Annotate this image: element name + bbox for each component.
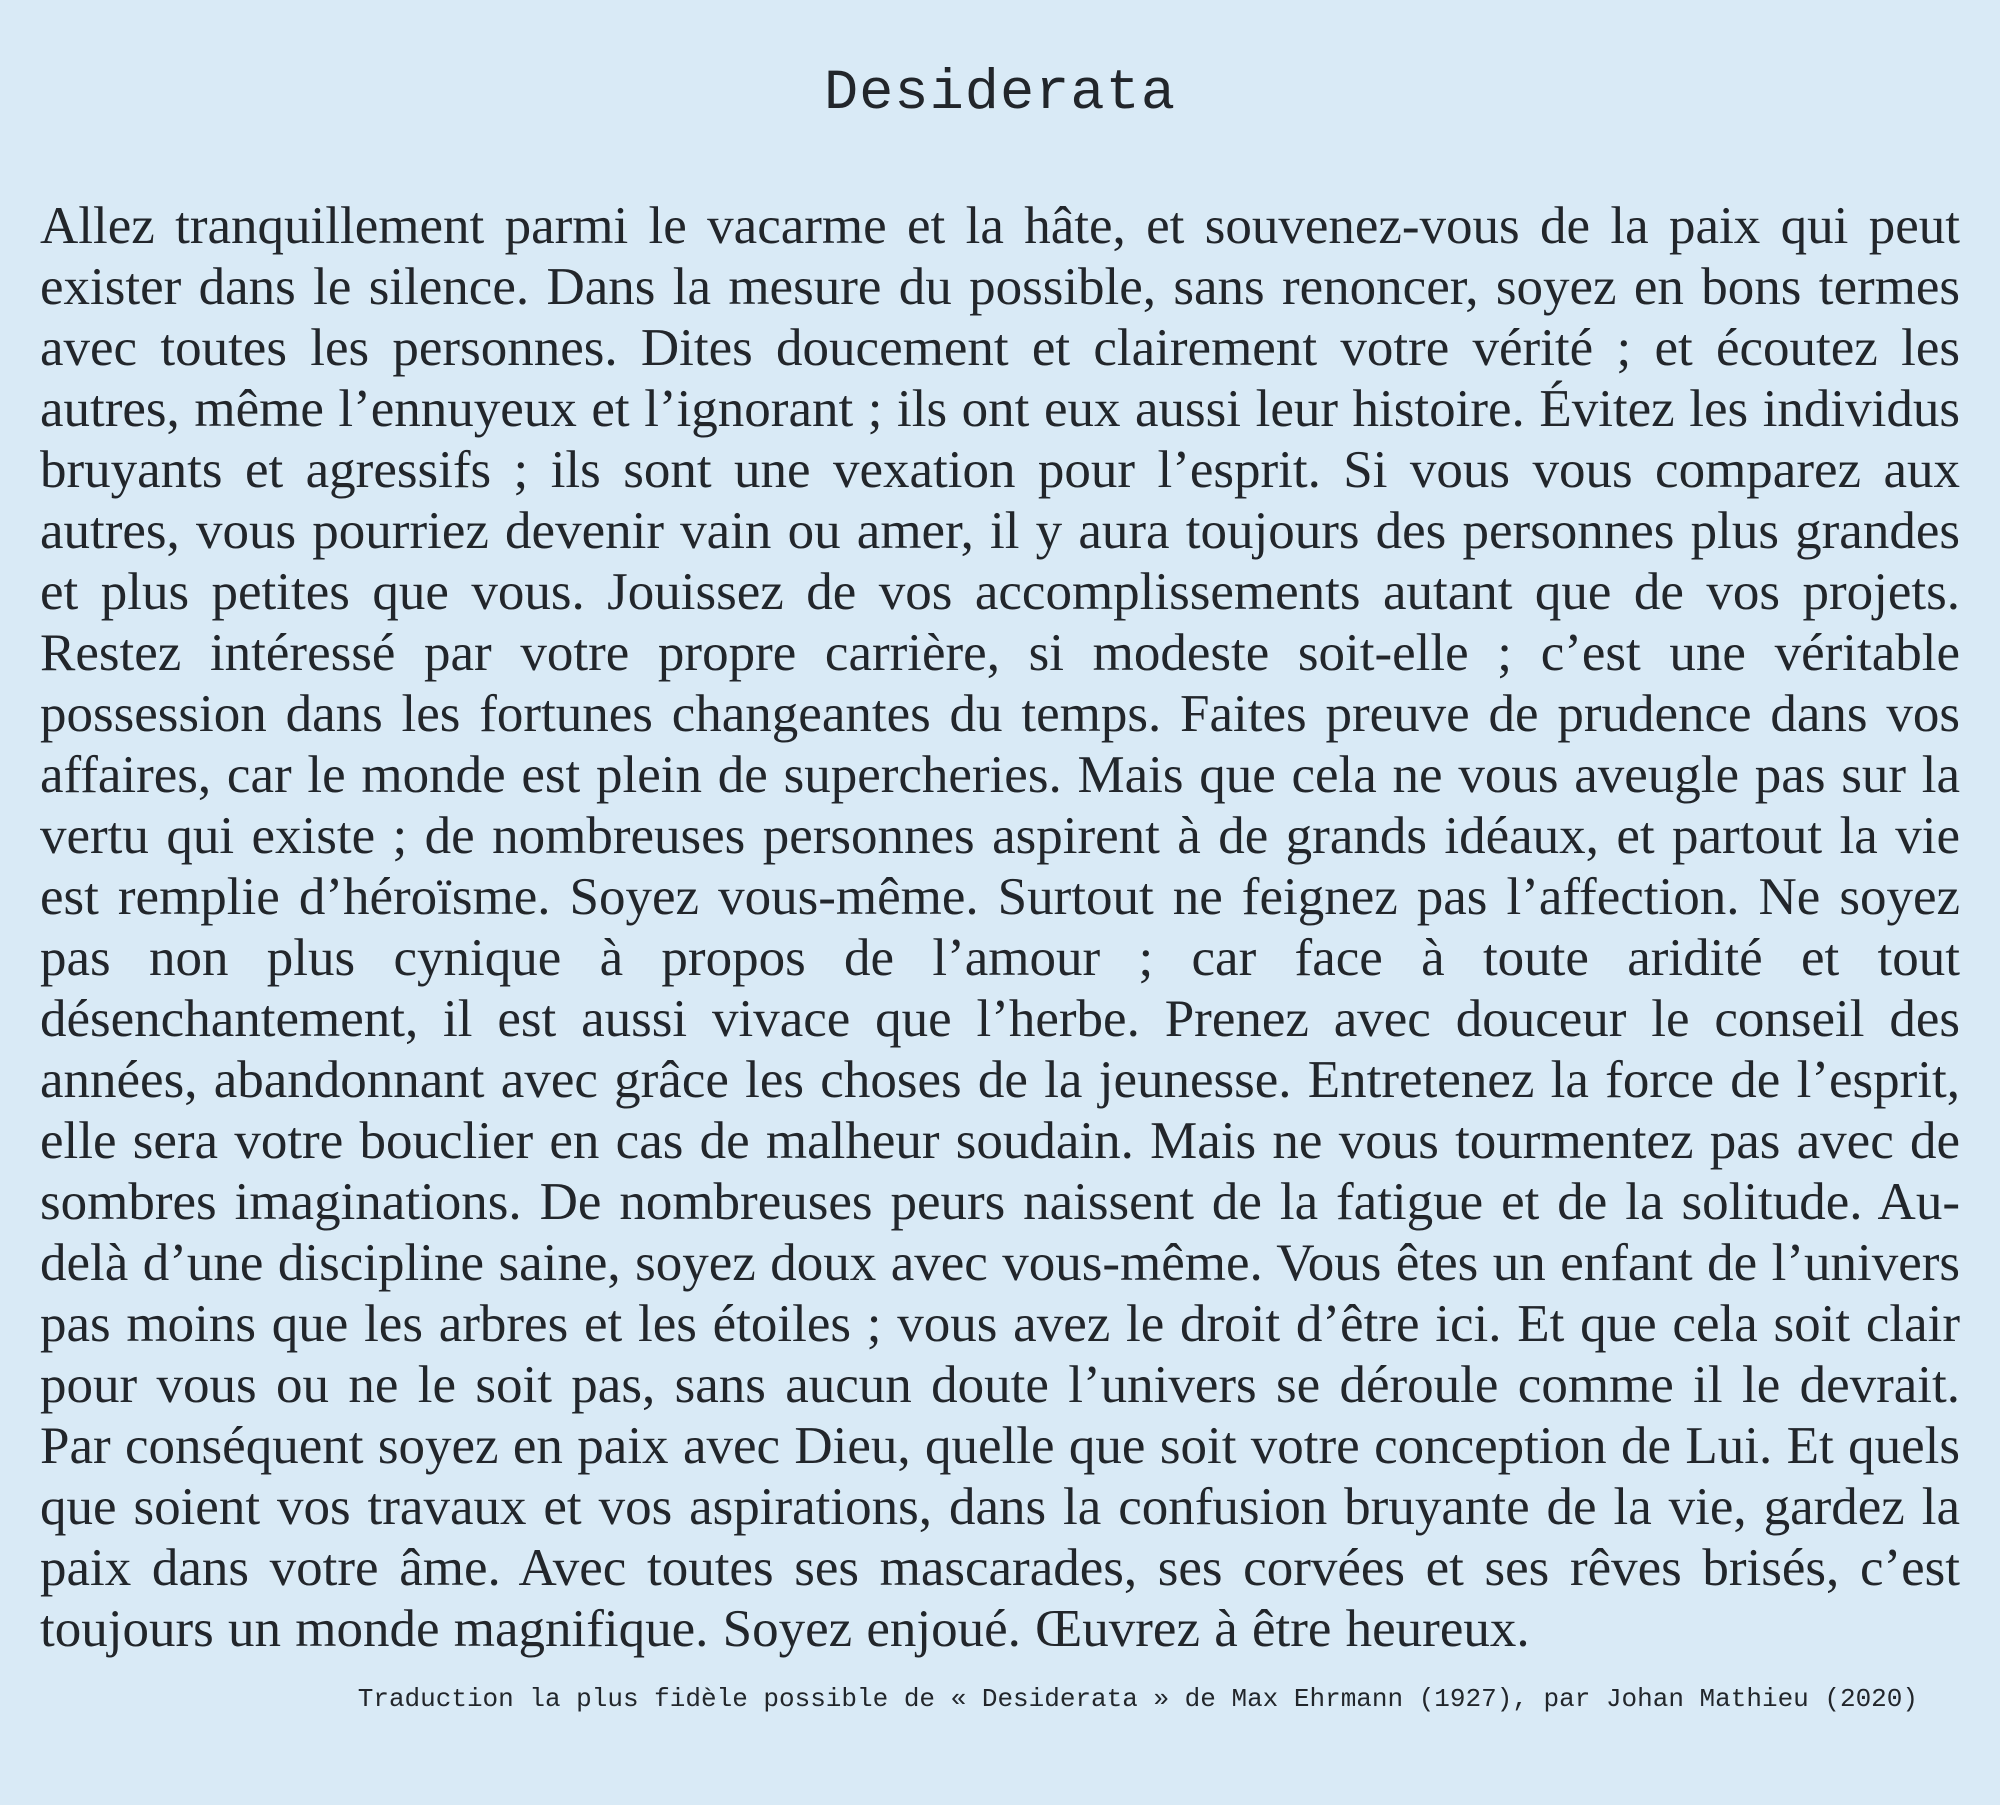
attribution-line: Traduction la plus fidèle possible de « Desiderata » de Max Ehrmann (1927), par Johan Mathieu (2020) xyxy=(357,1684,1918,1714)
document-title: Desiderata xyxy=(823,62,1177,126)
poem-body-text: Allez tranquillement parmi le vacarme et la hâte, et souvenez-vous de la paix qui peut exister dans le silence. Dans la mesure du possible, sans renoncer, soyez en bons termes avec toutes les personnes. Dites doucement et clairement votre vérité ; et écoutez les autres, même l’ennuyeux et l’ignorant ; ils ont eux aussi leur histoire. Évitez les individus bruyants et agressifs ; ils sont une vexation pour l’esprit. Si vous vous comparez aux autres, vous pourriez devenir vain ou amer, il y aura toujours des personnes plus grandes et plus petites que vous. Jouissez de vos accomplissements autant que de vos projets. Restez intéressé par votre propre carrière, si modeste soit-elle ; c’est une véritable possession dans les fortunes changeantes du temps. Faites preuve de prudence dans vos affaires, car le monde est plein de supercheries. Mais que cela ne vous aveugle pas sur la vertu qui existe ; de nombreuses personnes aspirent à de grands idéaux, et partout la vie est remplie d’héroïsme. Soyez vous-même. Surtout ne feignez pas l’affection. Ne soyez pas non plus cynique à propos de l’amour ; car face à toute aridité et tout désenchantement, il est aussi vivace que l’herbe. Prenez avec douceur le conseil des années, abandonnant avec grâce les choses de la jeunesse. Entretenez la force de l’esprit, elle sera votre bouclier en cas de malheur soudain. Mais ne vous tourmentez pas avec de sombres imaginations. De nombreuses peurs naissent de la fatigue et de la solitude. Au-delà d’une discipline saine, soyez doux avec vous-même. Vous êtes un enfant de l’univers pas moins que les arbres et les étoiles ; vous avez le droit d’être ici. Et que cela soit clair pour vous ou ne le soit pas, sans aucun doute l’univers se déroule comme il le devrait. Par conséquent soyez en paix avec Dieu, quelle que soit votre conception de Lui. Et quels que soient vos travaux et vos aspirations, dans la confusion bruyante de la vie, gardez la paix dans votre âme. Avec toutes ses mascarades, ses corvées et ses rêves brisés, c’est toujours un monde magnifique. Soyez enjoué. Œuvrez à être heureux. xyxy=(40,197,1960,1658)
